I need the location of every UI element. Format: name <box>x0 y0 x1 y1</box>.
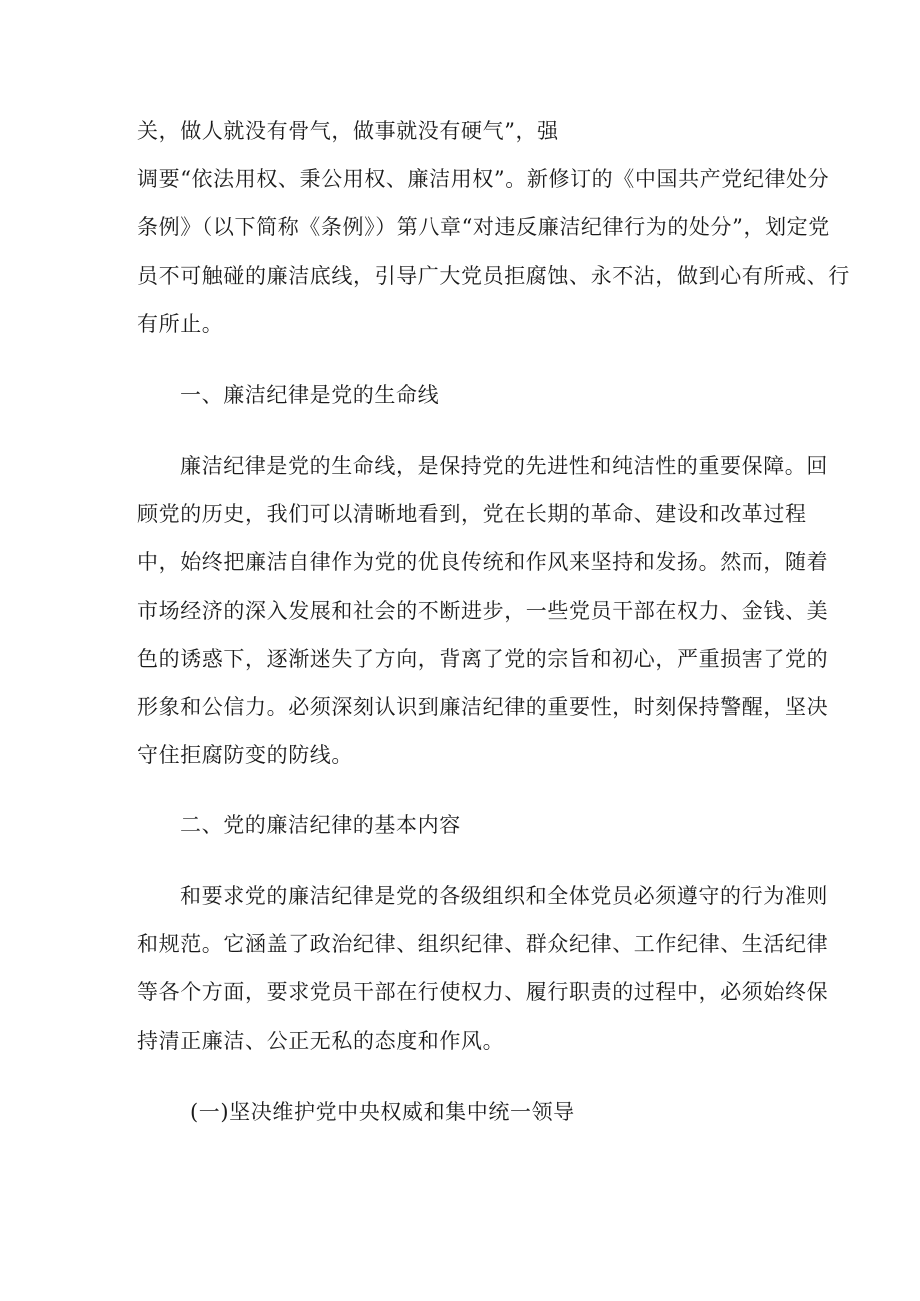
subsection-heading: (一)坚决维护党中央权威和集中统一领导 <box>190 1100 575 1124</box>
text-line: 持清正廉洁、公正无私的态度和作风。 <box>137 1029 505 1053</box>
text-line: 员不可触碰的廉洁底线，引导广大党员拒腐蚀、永不沾，做到心有所戒、行 <box>137 264 850 288</box>
text-line: 和规范。它涵盖了政治纪律、组织纪律、群众纪律、工作纪律、生活纪律 <box>137 932 829 956</box>
text-line: 调要“依法用权、秉公用权、廉洁用权”。新修订的《中国共产党纪律处分 <box>137 167 830 191</box>
text-line: 色的诱惑下，逐渐迷失了方向，背离了党的宗旨和初心，严重损害了党的 <box>137 647 829 671</box>
text-line: 廉洁纪律是党的生命线，是保持党的先进性和纯洁性的重要保障。回 <box>180 454 828 478</box>
section-heading-2: 二、党的廉洁纪律的基本内容 <box>180 813 461 837</box>
text-line: 等各个方面，要求党员干部在行使权力、履行职责的过程中，必须始终保 <box>137 980 829 1004</box>
text-line: 和要求党的廉洁纪律是党的各级组织和全体党员必须遵守的行为准则 <box>180 884 828 908</box>
text-line: 条例》（以下简称《条例》）第八章“对违反廉洁纪律行为的处分”，划定党 <box>137 215 830 239</box>
text-line: 形象和公信力。必须深刻认识到廉洁纪律的重要性，时刻保持警醒，坚决 <box>137 695 829 719</box>
text-line: 顾党的历史，我们可以清晰地看到，党在长期的革命、建设和改革过程 <box>137 502 807 526</box>
text-line: 关，做人就没有骨气，做事就没有硬气”，强 <box>137 119 559 143</box>
text-line: 有所止。 <box>137 312 224 336</box>
text-line: 中，始终把廉洁自律作为党的优良传统和作风来坚持和发扬。然而，随着 <box>137 550 829 574</box>
section-heading-1: 一、廉洁纪律是党的生命线 <box>180 383 440 407</box>
text-line: 守住拒腐防变的防线。 <box>137 743 353 767</box>
text-line: 市场经济的深入发展和社会的不断进步，一些党员干部在权力、金钱、美 <box>137 599 829 623</box>
